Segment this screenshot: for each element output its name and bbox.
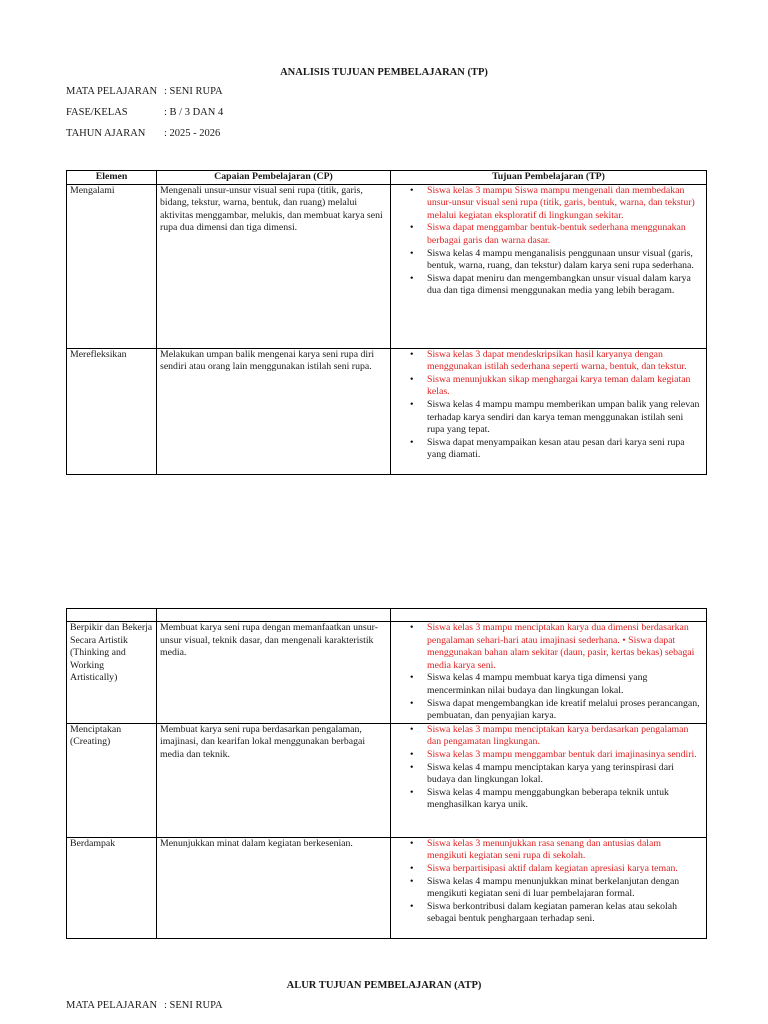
table-row (67, 622, 707, 724)
meta-label: FASE/KELAS (66, 107, 128, 118)
tp-item: • Siswa kelas 3 menunjukkan rasa senang dan antusias dalam mengikuti kegiatan seni rupa di sekolah. (427, 838, 703, 863)
meta-subject (66, 86, 223, 97)
tp-list (394, 185, 703, 298)
header-cp: Capaian Pembelajaran (CP) (157, 171, 391, 185)
meta-value: : 2025 - 2026 (164, 128, 221, 139)
tp-item: • Siswa kelas 3 mampu menciptakan karya dua dimensi berdasarkan pengalaman sehari-hari atau imajinasi sederhana. • Siswa dapat menggunakan bahan alam sekitar (daun, pasir, kertas bekas) sebagai media karya seni. (427, 622, 703, 672)
cp-cell: Membuat karya seni rupa berdasarkan pengalaman, imajinasi, dan kearifan lokal menggunakan berbagai media dan teknik. (157, 723, 391, 837)
meta-phase (66, 107, 223, 118)
header-elemen: Elemen (67, 171, 157, 185)
tp-item: • Siswa kelas 4 mampu menciptakan karya yang terinspirasi dari budaya dan lingkungan lokal. (427, 762, 703, 787)
tp-cell (391, 184, 707, 348)
tp-item: • Siswa kelas 3 dapat mendeskripsikan hasil karyanya dengan menggunakan istilah sederhana seperti warna, bentuk, dan tekstur. (427, 349, 703, 374)
page-title: ANALISIS TUJUAN PEMBELAJARAN (TP) (280, 67, 488, 78)
empty-cell (157, 609, 391, 622)
table-row (67, 837, 707, 938)
elemen-cell: Mengalami (67, 184, 157, 348)
empty-cell (67, 609, 157, 622)
elemen-cell: Merefleksikan (67, 348, 157, 474)
tp-list (394, 622, 703, 723)
tp-cell (391, 837, 707, 938)
table-header-row (67, 171, 707, 185)
table-row (67, 184, 707, 348)
tp-item: • Siswa kelas 4 mampu membuat karya tiga dimensi yang mencerminkan nilai budaya dan lingkungan lokal. (427, 672, 703, 697)
meta-label: MATA PELAJARAN (66, 86, 158, 97)
tp-table-part2 (66, 608, 707, 939)
tp-list (394, 724, 703, 812)
elemen-cell: Berdampak (67, 837, 157, 938)
tp-item: • Siswa dapat menggambar bentuk-bentuk sederhana menggunakan berbagai garis dan warna dasar. (427, 222, 703, 247)
tp-item: • Siswa kelas 4 mampu menggabungkan beberapa teknik untuk menghasilkan karya unik. (427, 787, 703, 812)
tp-item: • Siswa kelas 4 mampu menunjukkan minat berkelanjutan dengan mengikuti kegiatan seni di luar pembelajaran formal. (427, 876, 703, 901)
tp-item: • Siswa kelas 3 mampu menggambar bentuk dari imajinasinya sendiri. (427, 749, 703, 762)
table-row (67, 723, 707, 837)
atp-title: ALUR TUJUAN PEMBELAJARAN (ATP) (286, 980, 482, 991)
tp-item: • Siswa kelas 4 mampu mampu memberikan umpan balik yang relevan terhadap karya sendiri dan karya teman menggunakan istilah seni rupa yang tepat. (427, 399, 703, 437)
meta-label: MATA PELAJARAN (66, 1000, 158, 1011)
cp-cell: Membuat karya seni rupa dengan memanfaatkan unsur-unsur visual, teknik dasar, dan mengenali karakteristik media. (157, 622, 391, 724)
meta-value: : SENI RUPA (164, 86, 223, 97)
tp-table-part1 (66, 170, 707, 475)
meta-value: : B / 3 DAN 4 (164, 107, 224, 118)
tp-item: • Siswa dapat menyampaikan kesan atau pesan dari karya seni rupa yang diamati. (427, 437, 703, 462)
tp-list (394, 838, 703, 926)
tp-cell (391, 348, 707, 474)
tp-list (394, 349, 703, 462)
cp-cell: Melakukan umpan balik mengenai karya seni rupa diri sendiri atau orang lain menggunakan istilah seni rupa. (157, 348, 391, 474)
tp-item: • Siswa dapat mengembangkan ide kreatif melalui proses perancangan, pembuatan, dan penyajian karya. (427, 698, 703, 723)
meta-year (66, 128, 220, 139)
table-row (67, 348, 707, 474)
elemen-cell: Berpikir dan Bekerja Secara Artistik (Thinking and Working Artistically) (67, 622, 157, 724)
tp-item: • Siswa berkontribusi dalam kegiatan pameran kelas atau sekolah sebagai bentuk penghargaan terhadap seni. (427, 901, 703, 926)
table-header-row-empty (67, 609, 707, 622)
tp-item: • Siswa dapat meniru dan mengembangkan unsur visual dalam karya dua dan tiga dimensi menggunakan media yang lebih beragam. (427, 273, 703, 298)
tp-item: • Siswa kelas 3 mampu menciptakan karya berdasarkan pengalaman dan pengamatan lingkungan. (427, 724, 703, 749)
tp-cell (391, 622, 707, 724)
tp-item: • Siswa kelas 4 mampu menganalisis penggunaan unsur visual (garis, bentuk, warna, ruang, dan tekstur) dalam karya seni rupa sederhana. (427, 248, 703, 273)
tp-item: • Siswa kelas 3 mampu Siswa mampu mengenali dan membedakan unsur-unsur visual seni rupa (titik, garis, bentuk, warna, dan tekstur) melalui kegiatan eksploratif di lingkungan sekitar. (427, 185, 703, 223)
tp-item: • Siswa menunjukkan sikap menghargai karya teman dalam kegiatan kelas. (427, 374, 703, 399)
tp-item: • Siswa berpartisipasi aktif dalam kegiatan apresiasi karya teman. (427, 863, 703, 876)
header-tp: Tujuan Pembelajaran (TP) (391, 171, 707, 185)
meta-label: TAHUN AJARAN (66, 128, 146, 139)
cp-cell: Menunjukkan minat dalam kegiatan berkesenian. (157, 837, 391, 938)
empty-cell (391, 609, 707, 622)
meta-value: : SENI RUPA (164, 1000, 223, 1011)
tp-cell (391, 723, 707, 837)
atp-meta-subject (66, 1000, 223, 1011)
elemen-cell: Menciptakan (Creating) (67, 723, 157, 837)
cp-cell: Mengenali unsur-unsur visual seni rupa (titik, garis, bidang, tekstur, warna, bentuk, dan ruang) melalui aktivitas menggambar, melukis, dan membuat karya seni rupa dua dimensi dan tiga dimensi. (157, 184, 391, 348)
